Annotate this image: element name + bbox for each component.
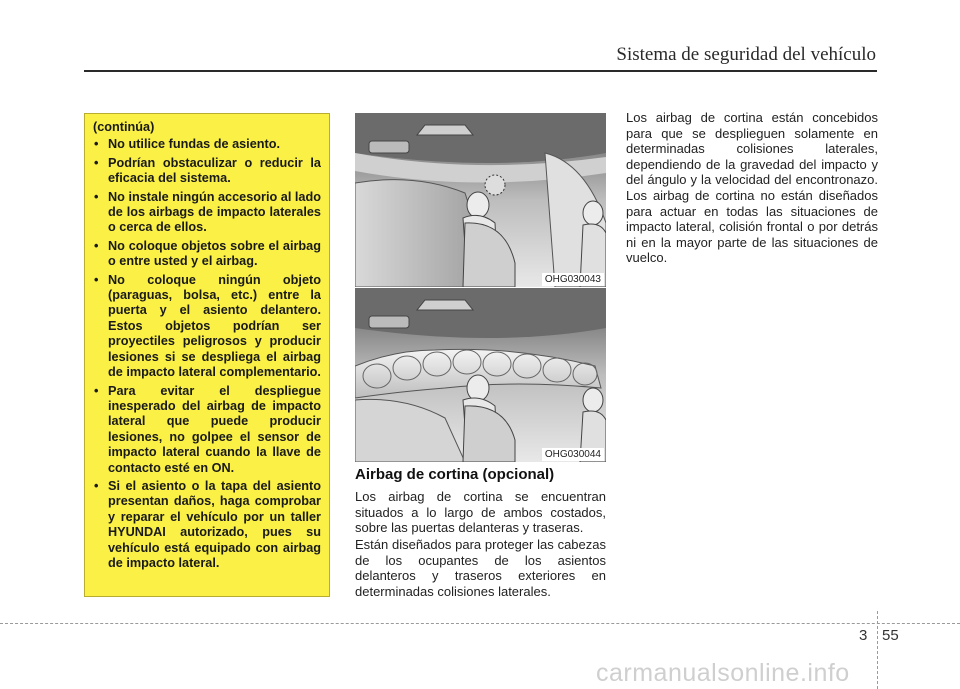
footer-separator (877, 611, 878, 689)
figure-curtain-airbag-stowed (355, 113, 606, 287)
body-paragraph: Los airbag de cortina se encuentran situados a lo largo de ambos costados, sobre las puertas delanteras y traseras. (355, 489, 606, 536)
warning-continued: (continúa) (93, 120, 155, 134)
header-rule (84, 70, 877, 72)
warning-item: • No coloque objetos sobre el airbag o entre usted y el airbag. (93, 239, 321, 270)
body-paragraph: Los airbag de cortina están concebidos para que se desplieguen solamente en determinadas colisiones laterales, dependiendo de la gravedad del impacto y del ángulo y la velocidad del encontronazo. Los airbag de cortina no están diseñados para actuar en todas las situaciones de impacto lateral, colisión frontal o por detrás ni en la mayor parte de las situaciones de vuelco. (626, 110, 878, 266)
body-paragraph: Están diseñados para proteger las cabezas de los ocupantes de los asientos delanteros y traseros exteriores en determinadas colisiones laterales. (355, 537, 606, 599)
page-chapter-number: 3 (859, 627, 868, 644)
warning-item: • No coloque ningún objeto (paraguas, bolsa, etc.) entre la puerta y el asiento delantero. Estos objetos podrían ser proyectiles peligrosos y producir lesiones si se despliega el airbag de impacto lateral complementario. (93, 273, 321, 381)
interior-deployed-illustration (355, 288, 606, 462)
figure-code: OHG030043 (542, 273, 604, 286)
warning-list (93, 137, 321, 571)
warning-item: • Para evitar el despliegue inesperado del airbag de impacto lateral que puede producir lesiones, no golpee el sensor de impacto lateral cuando la llave de contacto esté en ON. (93, 384, 321, 476)
figure-code: OHG030044 (542, 448, 604, 461)
page-number: 55 (882, 627, 899, 644)
warning-item: • No instale ningún accesorio al lado de los airbags de impacto laterales o cerca de ellos. (93, 190, 321, 236)
watermark: carmanualsonline.info (596, 659, 850, 687)
footer-rule (0, 623, 960, 624)
warning-item: • Si el asiento o la tapa del asiento presentan daños, haga comprobar y reparar el vehículo por un taller HYUNDAI autorizado, pues su vehículo está equipado con airbag de impacto lateral. (93, 479, 321, 571)
warning-item: • Podrían obstaculizar o reducir la eficacia del sistema. (93, 156, 321, 187)
warning-item: • No utilice fundas de asiento. (93, 137, 321, 152)
figure-curtain-airbag-deployed (355, 288, 606, 462)
section-heading: Airbag de cortina (opcional) (355, 466, 555, 483)
interior-illustration (355, 113, 606, 287)
page-header-title: Sistema de seguridad del vehículo (616, 44, 876, 65)
warning-box (84, 113, 330, 597)
